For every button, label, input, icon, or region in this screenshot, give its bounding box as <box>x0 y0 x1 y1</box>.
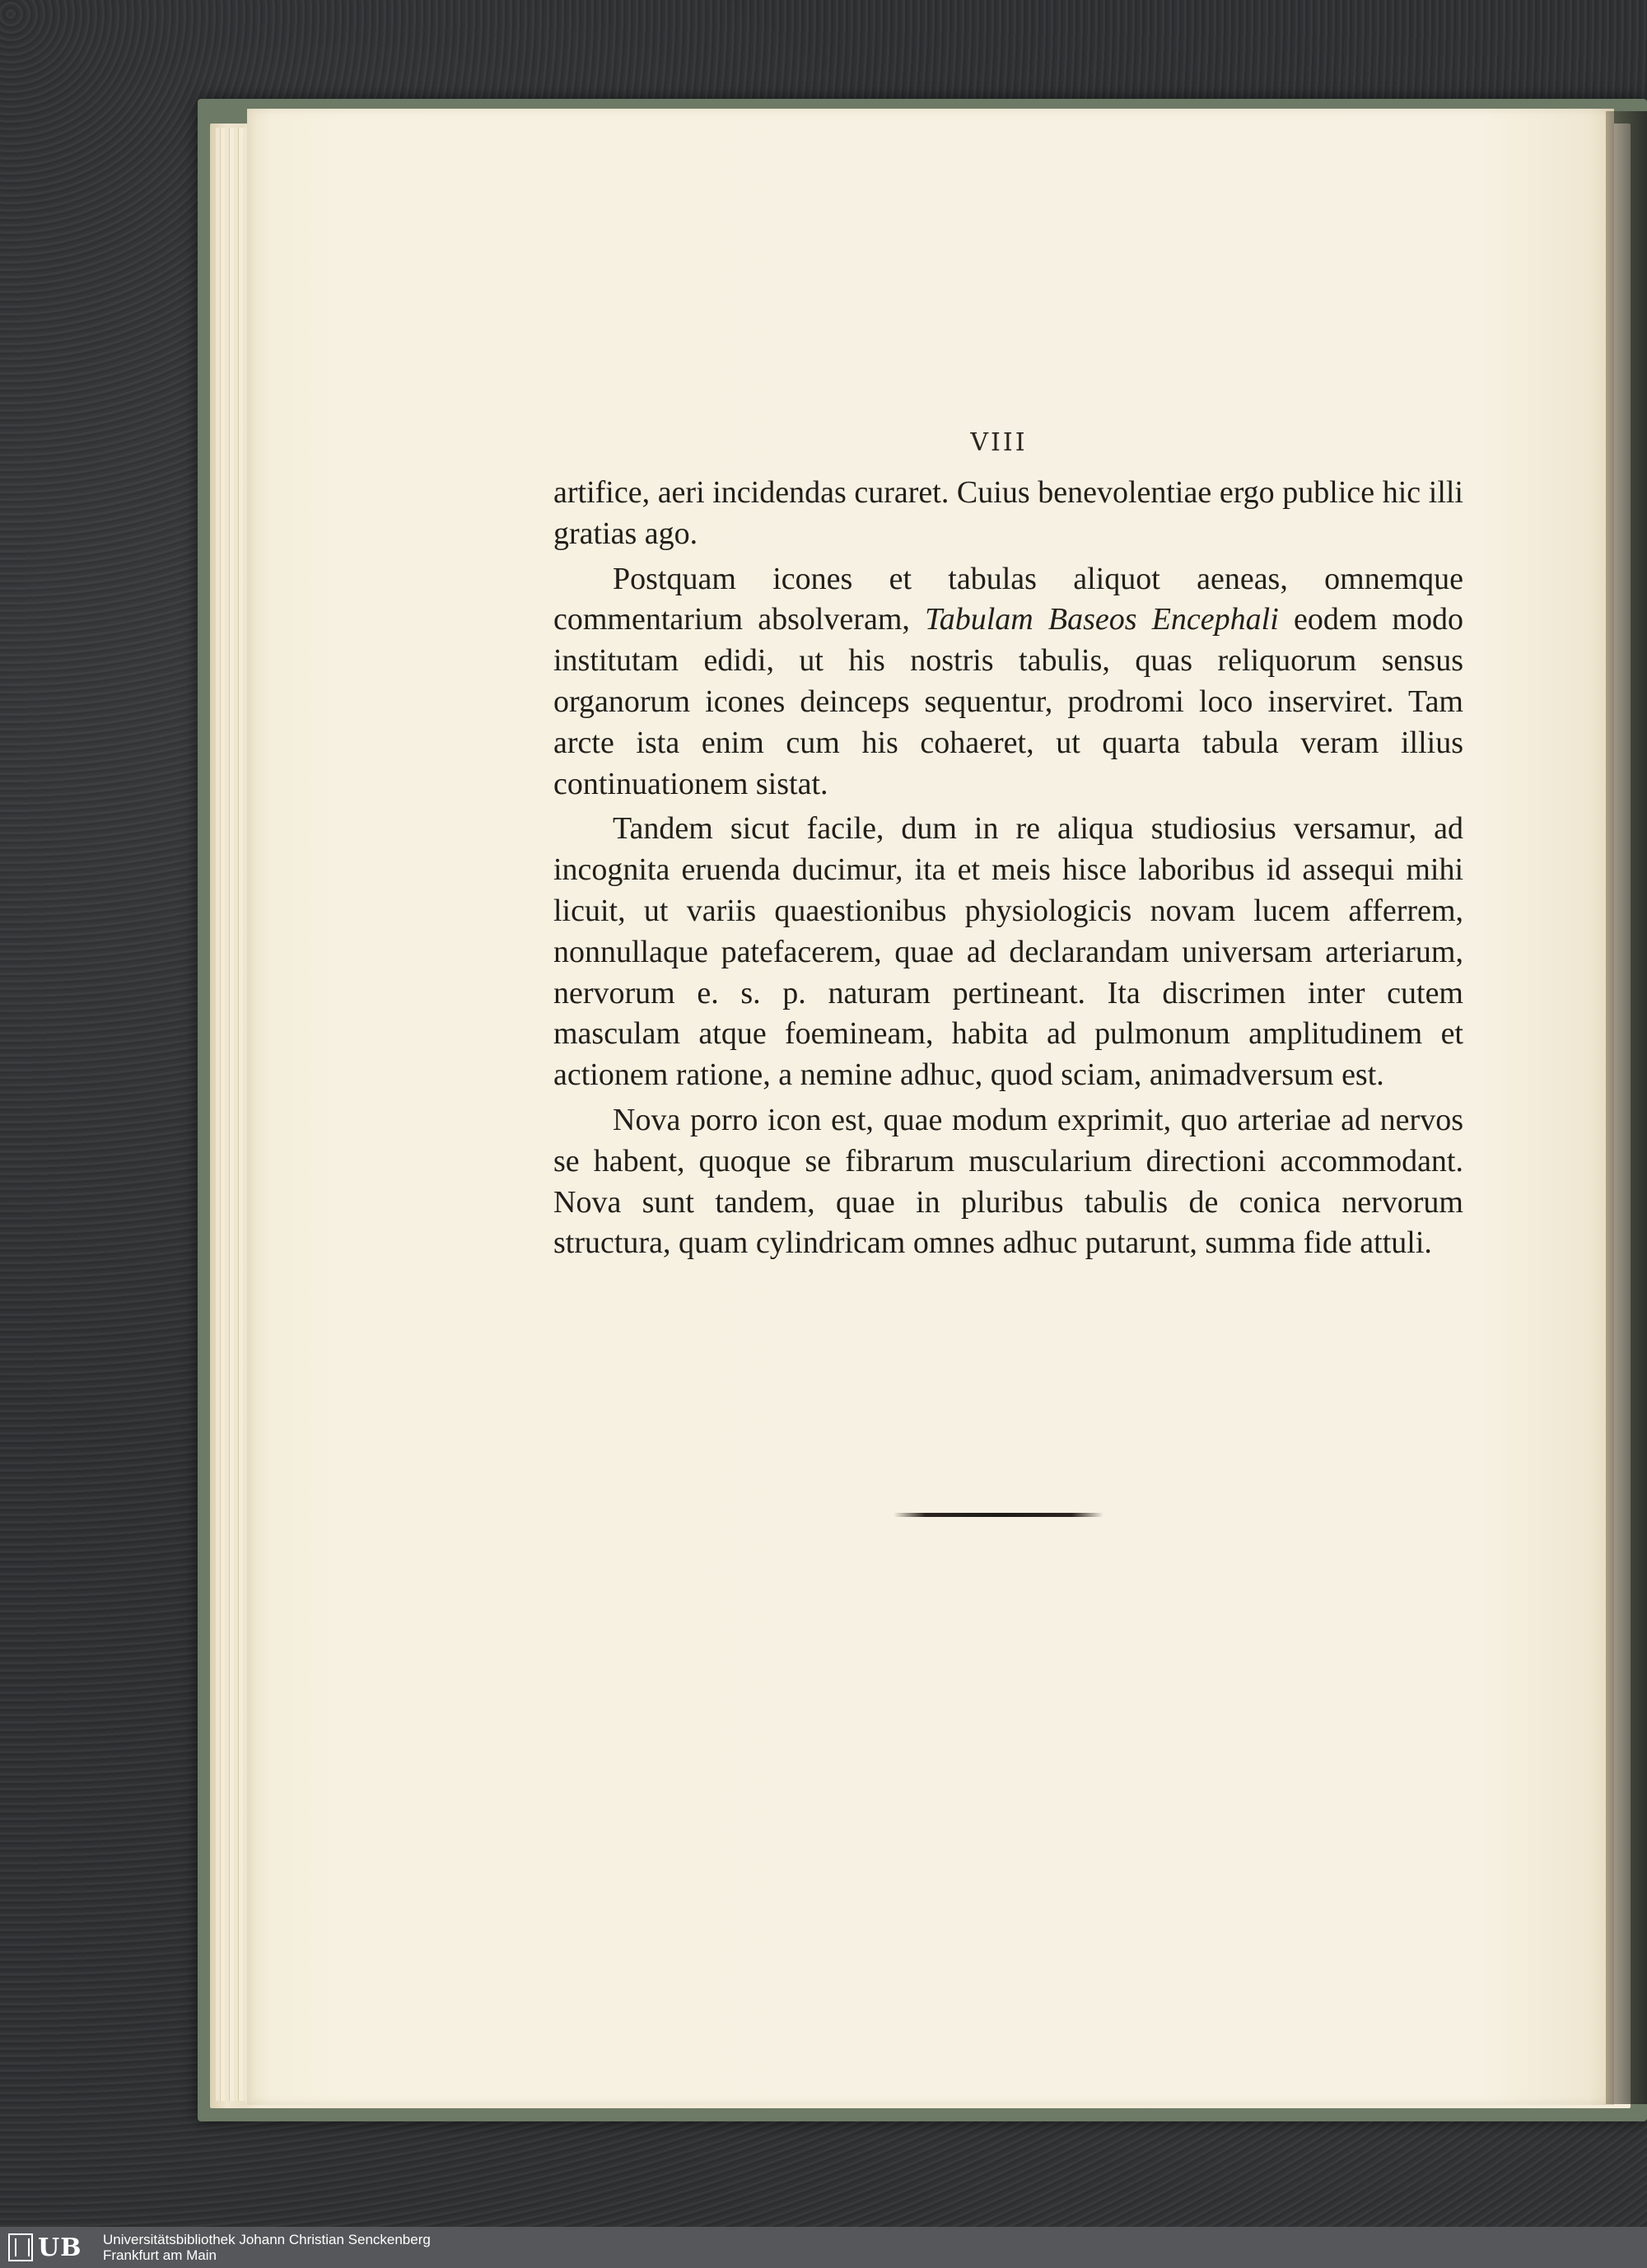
paragraph-4: Nova porro icon est, quae modum exprimit, quo arteriae ad nervos se habent, quoque se fibrarum muscularium directioni accommodant. Nova sunt tandem, quae in pluribus tabulis de conica nervorum structura, quam cylindricam omnes adhuc putarunt, summa fide attuli. <box>553 1102 1463 1261</box>
paragraph-3: Tandem sicut facile, dum in re aliqua studiosius versamur, ad incognita eruenda ducimur, ita et meis hisce laboribus id assequi mihi licuit, ut variis quaestionibus physiologicis novam lucem afferrem, nonnullaque patefacerem, quae ad declarandam universam arteriarum, nervorum e. s. p. naturam pertineant. Ita discrimen inter cutem masculam atque foemineam, habita ad pulmonum amplitudinem et actionem ratione, a nemine adhuc, quod sciam, animadversum est. <box>553 811 1463 1093</box>
institution-name <box>103 2232 431 2263</box>
page-number: VIII <box>970 428 1028 457</box>
paragraph-2 <box>553 559 1463 805</box>
footer-bar <box>0 2227 1647 2268</box>
paragraph-2-italic-title: Tabulam Baseos Encephali <box>925 602 1279 637</box>
institution-line-2: Frankfurt am Main <box>103 2247 217 2263</box>
ub-logo[interactable] <box>8 2233 91 2262</box>
ub-emblem-icon <box>8 2233 33 2261</box>
ub-logo-text: UB <box>38 2233 82 2262</box>
paragraph-2-start: Postquam icones et tabulas aliquot aeneas, omnemque commentarium absolveram, <box>553 561 1463 637</box>
decorative-rule <box>893 1513 1103 1517</box>
paragraph-2-end: eodem modo institutam edidi, ut his nostris tabulis, quas reliquorum sensus organorum icones deinceps sequentur, prodromi loco inserviret. Tam arcte ista enim cum his cohaeret, ut quarta tabula veram illius continuationem sistat. <box>553 602 1463 801</box>
paragraph-1: artifice, aeri incidendas curaret. Cuius benevolentiae ergo publice hic illi gratias ago. <box>553 475 1463 551</box>
institution-line-1: Universitätsbibliothek Johann Christian Senckenberg <box>103 2232 431 2247</box>
gutter-shadow <box>1606 111 1647 2104</box>
body-text <box>553 473 1463 1268</box>
